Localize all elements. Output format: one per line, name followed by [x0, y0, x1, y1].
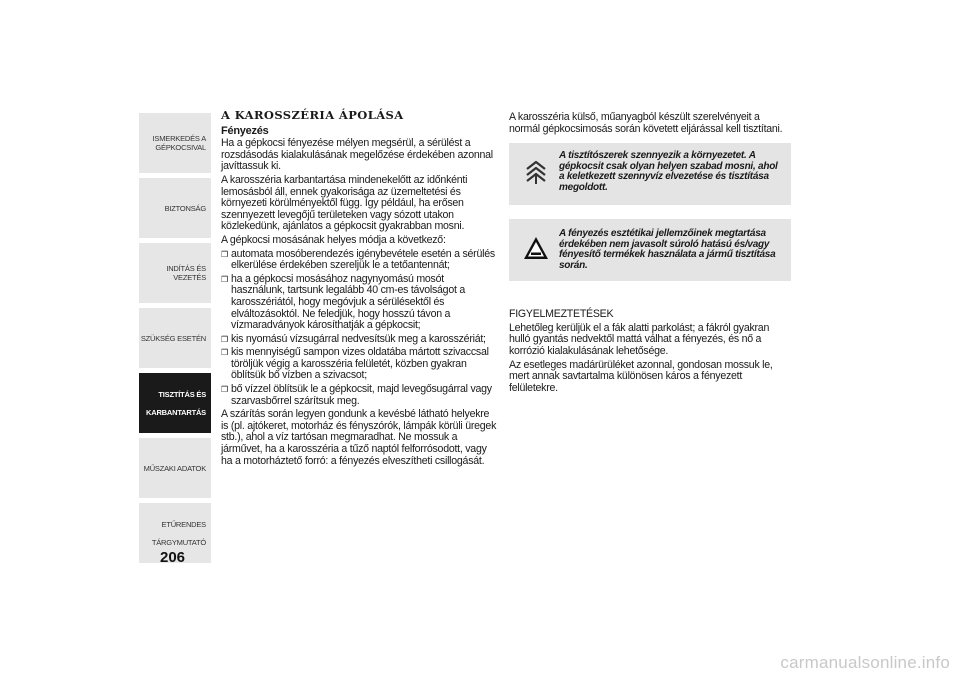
- list-item: ❒ ha a gépkocsi mosásához nagynyomású mosót használunk, tartsunk legalább 40 cm-es távolságot a karosszériától, hogy megóvjuk a sérülésektől és elváltozásoktól. Ne feledjük, hogy hosszú távon a vízmaradványok károsíthatják a gépkocsit;: [221, 274, 499, 332]
- tab-label: MŰSZAKI ADATOK: [143, 463, 206, 473]
- paragraph: A gépkocsi mosásának helyes módja a következő:: [221, 233, 446, 246]
- paragraph: Lehetőleg kerüljük el a fák alatti parkolást; a fákról gyakran hulló gyantás nedvektől mattá válhat a fényezés, és nő a korrózió kialakulásának lehetősége.: [509, 321, 770, 357]
- tab-ismerkedes[interactable]: [139, 113, 211, 173]
- warning-note: [509, 219, 791, 281]
- right-column: [509, 112, 791, 396]
- tab-label: ISMERKEDÉS A: [152, 134, 206, 143]
- tab-label: SZÜKSÉG ESETÉN: [140, 333, 206, 343]
- tab-label: INDÍTÁS ÉS VEZETÉS: [166, 264, 206, 282]
- paragraph: A karosszéria külső, műanyagból készült szerelvényeit a normál gépkocsimosás során követett eljárással kell tisztítani.: [509, 111, 783, 135]
- tab-label: TÁRGYMUTATÓ: [151, 537, 206, 547]
- left-column: [221, 110, 499, 469]
- note-text: A fényezés esztétikai jellemzőinek megtartása érdekében nem javasolt súroló hatású és/vagy fényesítő termékek használata a jármű tisztítása során.: [559, 228, 776, 271]
- tab-inditas[interactable]: [139, 243, 211, 303]
- bullet-list: [221, 249, 499, 408]
- note-text: A tisztítószerek szennyezik a környezetet. A gépkocsit csak olyan helyen szabad mosni, ahol a keletkezett szennyvíz elvezetése és tisztítása megoldott.: [559, 150, 778, 193]
- tab-label: KARBANTARTÁS: [146, 407, 206, 417]
- paragraph: Az esetleges madárürüléket azonnal, gondosan mossuk le, mert annak savtartalma különösen káros a fényezett felületekre.: [509, 358, 773, 394]
- list-item: ❒ automata mosóberendezés igénybevétele esetén a sérülés elkerülése érdekében szereljük le a tetőantennát;: [221, 249, 499, 272]
- subsection-title: Fényezés: [221, 124, 269, 137]
- paragraph: A szárítás során legyen gondunk a kevésbé látható helyekre is (pl. ajtókeret, motorház és fényszórók, lámpák körüli üregek stb.), ahol a víz tartósan megmaradhat. Ne mossuk a járművet, ha a karosszéria a tűző naptól felforrósodott, vagy ha a motorháztető forró: a fényezés elveszítheti csillogását.: [221, 408, 497, 467]
- paragraph: Ha a gépkocsi fényezése mélyen megsérül, a sérülést a rozsdásodás kialakulásának megelőzése érdekében azonnal javíttassuk ki.: [221, 137, 493, 173]
- warnings-heading: FIGYELMEZTETÉSEK: [509, 308, 614, 321]
- tab-label: BIZTONSÁG: [164, 203, 206, 213]
- section-title: A KAROSSZÉRIA ÁPOLÁSA: [221, 108, 404, 122]
- tab-label: TISZTÍTÁS ÉS: [158, 389, 206, 399]
- list-item: ❒ kis nyomású vízsugárral nedvesítsük meg a karosszériát;: [221, 334, 499, 346]
- tab-label: ETŰRENDES: [161, 519, 206, 529]
- warning-icon: [523, 235, 549, 261]
- chapter-tabs: [139, 113, 211, 568]
- tab-label: GÉPKOCSIVAL: [155, 143, 206, 152]
- page-number: 206: [160, 549, 186, 566]
- tab-muszaki[interactable]: [139, 438, 211, 498]
- watermark: carmanualsonline.info: [780, 653, 950, 672]
- list-item: ❒ kis mennyiségű sampon vizes oldatába mártott szivaccsal töröljük végig a karosszéria felületét, közben gyakran öblítsük bő vízben a szivacsot;: [221, 347, 499, 382]
- tab-biztonsag[interactable]: [139, 178, 211, 238]
- paragraph: A karosszéria karbantartása mindenekelőtt az időnkénti lemosásból áll, ennek gyakorisága az üzemeltetési és környezeti körülményektől függ. Így például, ha erősen szennyezett levegőjű területeken vagy sózott utakon közlekedünk, ajánlatos a gépkocsit gyakrabban mosni.: [221, 173, 468, 233]
- environment-icon: [523, 159, 549, 185]
- tab-tisztitas[interactable]: [139, 373, 211, 433]
- environment-note: [509, 143, 791, 205]
- tab-szukseg[interactable]: [139, 308, 211, 368]
- list-item: ❒ bő vízzel öblítsük le a gépkocsit, majd levegősugárral vagy szarvasbőrrel szárítsuk meg.: [221, 384, 499, 407]
